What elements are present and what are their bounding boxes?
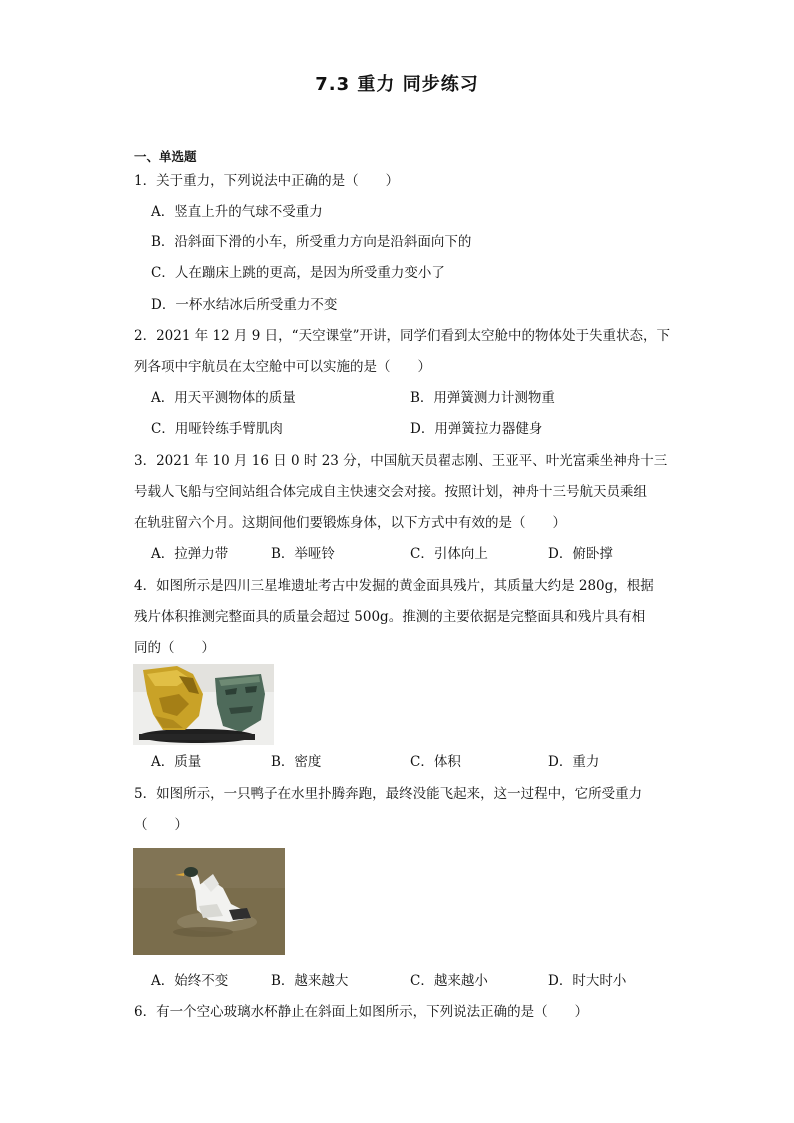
question-2-option-c: C．用哑铃练手臂肌肉 xyxy=(151,421,283,437)
question-5-option-d: D．时大时小 xyxy=(548,973,627,989)
question-4-stem-line-1: 4．如图所示是四川三星堆遗址考古中发掘的黄金面具残片，其质量大约是 280g，根据 xyxy=(134,578,654,594)
question-3-stem-line-2: 号载人飞船与空间站组合体完成自主快速交会对接。按照计划，神舟十三号航天员乘组 xyxy=(134,484,647,500)
question-1-stem: 1．关于重力，下列说法中正确的是（ ） xyxy=(134,173,400,189)
question-4-stem-line-2: 残片体积推测完整面具的质量会超过 500g。推测的主要依据是完整面具和残片具有相 xyxy=(134,609,646,625)
question-4-option-d: D．重力 xyxy=(548,754,600,770)
question-3-option-a: A．拉弹力带 xyxy=(151,546,229,562)
question-5-option-c: C．越来越小 xyxy=(410,973,488,989)
question-3-option-b: B．举哑铃 xyxy=(271,546,335,562)
question-2-option-b: B．用弹簧测力计测物重 xyxy=(410,390,555,406)
question-6-stem: 6．有一个空心玻璃水杯静止在斜面上如图所示，下列说法正确的是（ ） xyxy=(134,1004,589,1020)
question-1-option-b: B．沿斜面下滑的小车，所受重力方向是沿斜面向下的 xyxy=(151,234,472,250)
question-2-option-a: A．用天平测物体的质量 xyxy=(151,390,296,406)
question-3-stem-line-1: 3．2021 年 10 月 16 日 0 时 23 分，中国航天员翟志刚、王亚平、叶光富乘坐神舟十三 xyxy=(134,453,668,469)
question-2-stem-line-2: 列各项中宇航员在太空舱中可以实施的是（ ） xyxy=(134,359,431,375)
question-5-stem-line-1: 5．如图所示，一只鸭子在水里扑腾奔跑，最终没能飞起来，这一过程中，它所受重力 xyxy=(134,786,643,802)
question-4-option-b: B．密度 xyxy=(271,754,322,770)
question-5-stem-line-2: （ ） xyxy=(134,817,188,833)
question-5-option-b: B．越来越大 xyxy=(271,973,349,989)
section-heading: 一、单选题 xyxy=(134,149,197,164)
question-4-option-a: A．质量 xyxy=(151,754,202,770)
duck-photo xyxy=(133,848,285,955)
question-3-option-c: C．引体向上 xyxy=(410,546,488,562)
page-title: 7.3 重力 同步练习 xyxy=(315,74,479,95)
question-5-option-a: A．始终不变 xyxy=(151,973,229,989)
question-4-stem-line-3: 同的（ ） xyxy=(134,640,215,656)
gold-mask-photo xyxy=(133,664,274,745)
question-1-option-a: A．竖直上升的气球不受重力 xyxy=(151,204,323,220)
question-3-stem-line-3: 在轨驻留六个月。这期间他们要锻炼身体，以下方式中有效的是（ ） xyxy=(134,515,566,531)
question-4-option-c: C．体积 xyxy=(410,754,461,770)
question-1-option-c: C．人在蹦床上跳的更高，是因为所受重力变小了 xyxy=(151,265,445,281)
question-1-option-d: D．一杯水结冰后所受重力不变 xyxy=(151,297,338,313)
question-3-option-d: D．俯卧撑 xyxy=(548,546,613,562)
question-2-option-d: D．用弹簧拉力器健身 xyxy=(410,421,543,437)
question-2-stem-line-1: 2．2021 年 12 月 9 日，“天空课堂”开讲，同学们看到太空舱中的物体处于失重状态，下 xyxy=(134,328,670,344)
